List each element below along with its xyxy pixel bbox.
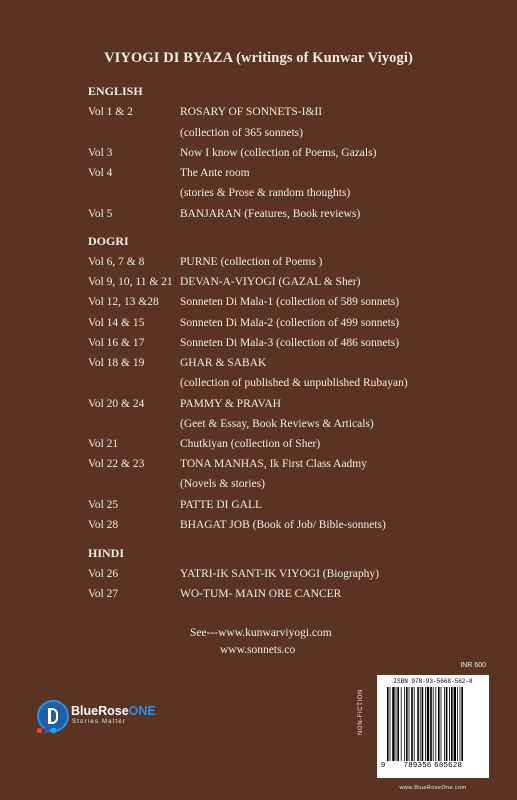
barcode-bar <box>454 687 456 761</box>
price-label: INR 600 <box>460 662 486 669</box>
list-item <box>88 276 360 288</box>
category-label: NON-FICTION <box>358 689 364 735</box>
volume-title: GHAR & SABAK <box>180 357 267 369</box>
barcode-bar <box>411 687 413 761</box>
barcode-bar <box>422 687 424 761</box>
barcode-bar <box>404 687 405 761</box>
barcode-bar <box>427 687 429 761</box>
barcode-bar <box>451 687 453 761</box>
instagram-icon <box>37 728 42 733</box>
volume-title: YATRI-IK SANT-IK VIYOGI (Biography) <box>180 568 379 580</box>
barcode-bar <box>396 687 397 761</box>
volume-number: Vol 1 & 2 <box>88 106 133 118</box>
volume-title: PURNE (collection of Poems ) <box>180 256 323 268</box>
barcode-bars <box>387 687 483 761</box>
list-item <box>88 588 341 600</box>
list-item <box>88 458 367 470</box>
barcode-lead-digit: 9 <box>381 760 386 769</box>
volume-title: DEVAN-A-VIYOGI (GAZAL & Sher) <box>180 276 361 288</box>
list-item <box>88 398 281 410</box>
list-item <box>88 568 379 580</box>
page-title: VIYOGI DI BYAZA (writings of Kunwar Viyogi) <box>104 50 413 66</box>
volume-subtitle: (collection of 365 sonnets) <box>180 127 303 139</box>
volume-title: TONA MANHAS, Ik First Class Aadmy <box>180 458 367 470</box>
barcode-bar <box>414 687 415 761</box>
barcode-bar <box>392 687 394 761</box>
list-item <box>88 106 322 118</box>
volume-title: Sonneten Di Mala-2 (collection of 499 sonnets) <box>180 317 400 329</box>
volume-number: Vol 26 <box>88 568 119 580</box>
barcode-bar <box>409 687 410 761</box>
list-item <box>88 208 360 220</box>
barcode-bar <box>401 687 402 761</box>
barcode-digits: 789356 685628 <box>403 760 463 769</box>
website-link-kunwarviyogi[interactable]: See---www.kunwarviyogi.com <box>190 627 332 639</box>
barcode-bar <box>397 687 399 761</box>
barcode-bar <box>461 687 463 761</box>
volume-title: ROSARY OF SONNETS-I&II <box>180 106 323 118</box>
volume-title: Sonneten Di Mala-3 (collection of 486 sonnets) <box>180 337 400 349</box>
list-item <box>88 337 399 349</box>
publisher-name <box>71 704 156 718</box>
volume-title: BANJARAN (Features, Book reviews) <box>180 208 361 220</box>
barcode-bar <box>417 687 419 761</box>
section-heading-english: ENGLISH <box>88 84 143 98</box>
social-icons <box>37 728 56 733</box>
twitter-icon <box>51 728 56 733</box>
volume-subtitle: (Novels & stories) <box>180 478 265 490</box>
barcode-bar <box>441 687 442 761</box>
isbn-barcode <box>377 675 489 778</box>
barcode-bar <box>387 687 389 761</box>
list-item <box>88 256 322 268</box>
barcode-bar <box>406 687 408 761</box>
barcode-bar <box>446 687 448 761</box>
list-item <box>88 296 399 308</box>
volume-number: Vol 3 <box>88 147 113 159</box>
barcode-bar <box>425 687 426 761</box>
barcode-bar <box>460 687 461 761</box>
barcode-bar <box>435 687 436 761</box>
list-item <box>88 519 386 531</box>
brand-accent: ONE <box>128 704 156 718</box>
section-heading-hindi: HINDI <box>88 546 125 560</box>
isbn-text: ISBN 978-93-5668-562-8 <box>393 678 473 685</box>
list-item <box>88 499 262 511</box>
volume-number: Vol 28 <box>88 519 119 531</box>
volume-title: Chutkiyan (collection of Sher) <box>180 438 321 450</box>
volume-number: Vol 14 & 15 <box>88 317 145 329</box>
volume-number: Vol 6, 7 & 8 <box>88 256 145 268</box>
barcode-bar <box>433 687 434 761</box>
volume-title: BHAGAT JOB (Book of Job/ Bible-sonnets) <box>180 519 386 531</box>
volume-number: Vol 16 & 17 <box>88 337 145 349</box>
barcode-digits-row <box>377 760 489 769</box>
publisher-tagline: Stories Matter <box>72 719 127 725</box>
volume-subtitle: (stories & Prose & random thoughts) <box>180 187 351 199</box>
volume-title: PAMMY & PRAVAH <box>180 398 281 410</box>
volume-subtitle: (collection of published & unpublished Rubayan) <box>180 377 408 389</box>
volume-number: Vol 25 <box>88 499 119 511</box>
volume-number: Vol 9, 10, 11 & 21 <box>88 276 173 288</box>
list-item <box>88 147 376 159</box>
list-item <box>88 357 266 369</box>
volume-title: PATTE DI GALL <box>180 499 262 511</box>
section-heading-dogri: DOGRI <box>88 234 129 248</box>
volume-title: The Ante room <box>180 167 250 179</box>
volume-title: WO-TUM- MAIN ORE CANCER <box>180 588 342 600</box>
volume-title: Sonneten Di Mala-1 (collection of 589 sonnets) <box>180 296 400 308</box>
brand-name: BlueRose <box>71 704 129 718</box>
volume-number: Vol 21 <box>88 438 119 450</box>
list-item <box>88 317 399 329</box>
volume-number: Vol 27 <box>88 588 119 600</box>
website-link-sonnets[interactable]: www.sonnets.co <box>220 644 296 656</box>
volume-number: Vol 12, 13 &28 <box>88 296 159 308</box>
barcode-bar <box>420 687 421 761</box>
barcode-bar <box>449 687 450 761</box>
barcode-bar <box>390 687 391 761</box>
volume-number: Vol 20 & 24 <box>88 398 145 410</box>
publisher-website[interactable]: www.BlueRoseOne.com <box>399 785 467 791</box>
volume-number: Vol 22 & 23 <box>88 458 145 470</box>
barcode-bar <box>438 687 440 761</box>
barcode-bar <box>430 687 432 761</box>
facebook-icon <box>44 728 49 733</box>
list-item <box>88 438 320 450</box>
volume-title: Now I know (collection of Poems, Gazals) <box>180 147 377 159</box>
volume-subtitle: (Geet & Essay, Book Reviews & Articals) <box>180 418 374 430</box>
barcode-bar <box>457 687 458 761</box>
volume-number: Vol 5 <box>88 208 113 220</box>
volume-number: Vol 18 & 19 <box>88 357 145 369</box>
volume-number: Vol 4 <box>88 167 113 179</box>
list-item <box>88 167 250 179</box>
barcode-bar <box>444 687 445 761</box>
